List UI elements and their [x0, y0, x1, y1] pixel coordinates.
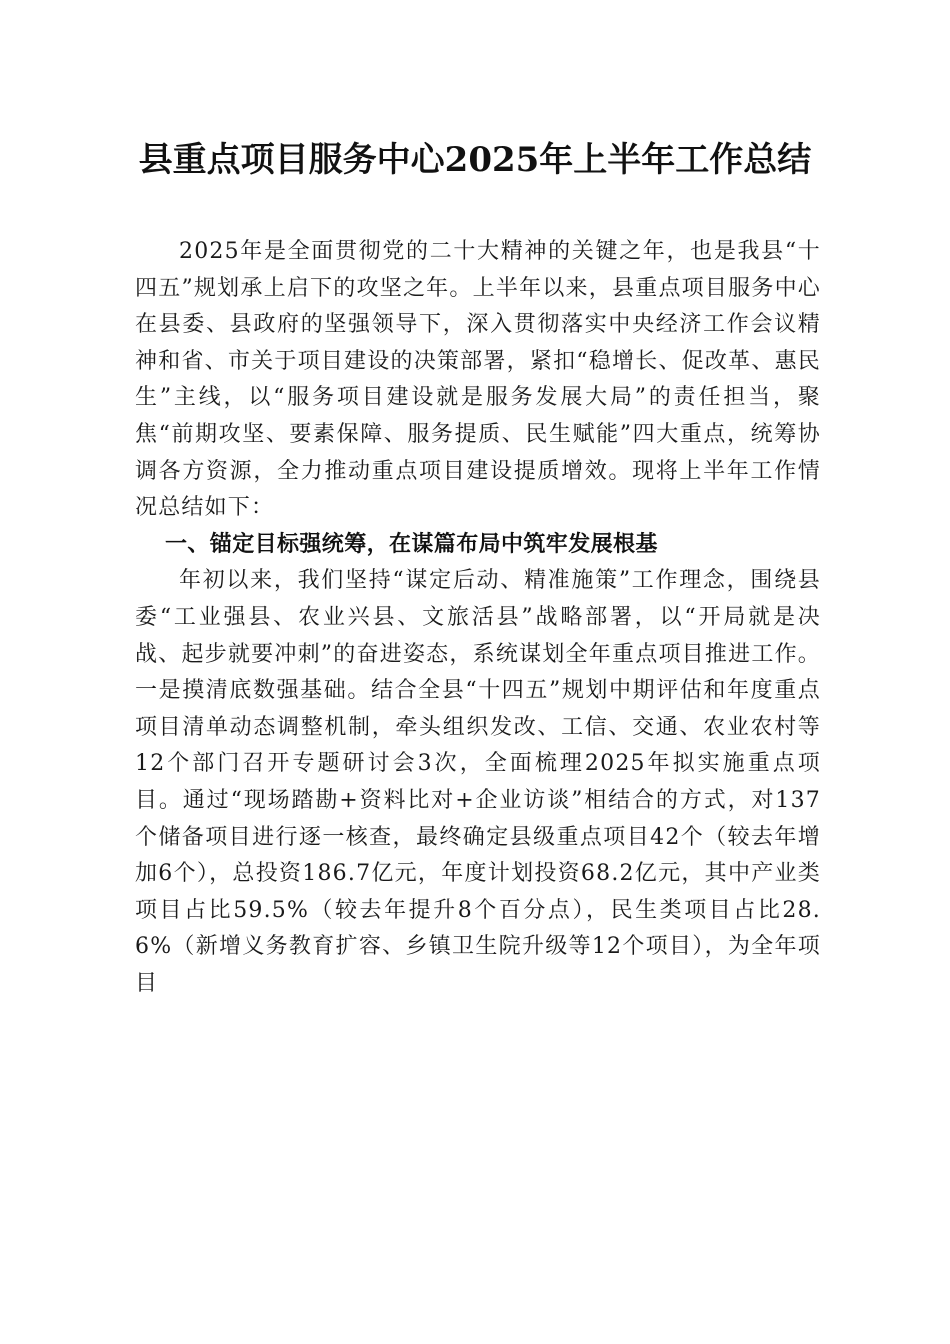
section-1-paragraph: 年初以来，我们坚持“谋定后动、精准施策”工作理念，围绕县委“工业强县、农业兴县、文旅活县”战略部署，以“开局就是决战、起步就要冲刺”的奋进姿态，系统谋划全年重点项目推进工作。一是摸清底数强基础。结合全县“十四五”规划中期评估和年度重点项目清单动态调整机制，牵头组织发改、工信、交通、农业农村等12个部门召开专题研讨会3次，全面梳理2025年拟实施重点项目。通过“现场踏勘+资料比对+企业访谈”相结合的方式，对137个储备项目进行逐一核查，最终确定县级重点项目42个（较去年增加6个），总投资186.7亿元，年度计划投资68.2亿元，其中产业类项目占比59.5%（较去年提升8个百分点），民生类项目占比28.6%（新增义务教育扩容、乡镇卫生院升级等12个项目），为全年项目 [135, 568, 821, 996]
document-title: 县重点项目服务中心2025年上半年工作总结 [138, 140, 812, 180]
document-body [135, 234, 821, 1002]
intro-paragraph: 2025年是全面贯彻党的二十大精神的关键之年，也是我县“十四五”规划承上启下的攻坚之年。上半年以来，县重点项目服务中心在县委、县政府的坚强领导下，深入贯彻落实中央经济工作会议精神和省、市关于项目建设的决策部署，紧扣“稳增长、促改革、惠民生”主线，以“服务项目建设就是服务发展大局”的责任担当，聚焦“前期攻坚、要素保障、服务提质、民生赋能”四大重点，统筹协调各方资源，全力推动重点项目建设提质增效。现将上半年工作情况总结如下： [135, 239, 821, 521]
section-heading-1: 一、锚定目标强统筹，在谋篇布局中筑牢发展根基 [165, 531, 658, 557]
